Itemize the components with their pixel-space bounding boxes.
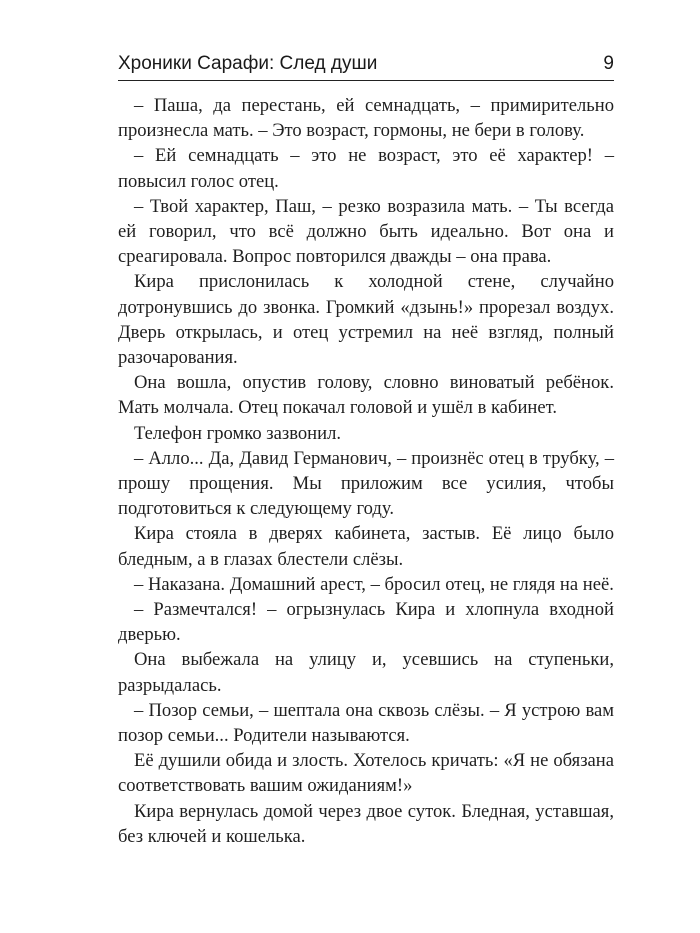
paragraph: – Ей семнадцать – это не возраст, это её характер! – повысил голос отец. <box>118 145 614 192</box>
header-rule <box>118 80 614 81</box>
page-number: 9 <box>603 53 614 74</box>
paragraph: Кира прислонилась к холодной стене, случайно дотронувшись до звонка. Громкий «дзынь!» прорезал воздух. Дверь открылась, и отец устремил на неё взгляд, полный разочарования. <box>118 271 614 369</box>
paragraph: Кира стояла в дверях кабинета, застыв. Её лицо было бледным, а в глазах блестели слёзы. <box>118 523 614 570</box>
paragraph: Она выбежала на улицу и, усевшись на ступеньки, разрыдалась. <box>118 649 614 696</box>
paragraph: Телефон громко зазвонил. <box>134 422 341 444</box>
book-title: Хроники Сарафи: След души <box>118 53 378 74</box>
running-head <box>118 48 614 76</box>
paragraph: Её душили обида и злость. Хотелось кричать: «Я не обязана соответствовать вашим ожиданиям!» <box>118 750 614 797</box>
paragraph: – Паша, да перестань, ей семнадцать, – примирительно произнесла мать. – Это возраст, гормоны, не бери в голову. <box>118 95 614 142</box>
paragraph: – Наказана. Домашний арест, – бросил отец, не глядя на неё. <box>134 573 614 595</box>
paragraph: – Алло... Да, Давид Германович, – произнёс отец в трубку, – прошу прощения. Мы приложим все усилия, чтобы подготовиться к следующему году. <box>118 447 614 520</box>
paragraph: – Позор семьи, – шептала она сквозь слёзы. – Я устрою вам позор семьи... Родители называются. <box>118 699 614 747</box>
paragraph: – Твой характер, Паш, – резко возразила мать. – Ты всегда ей говорил, что всё должно быть идеально. Вот она и среагировала. Вопрос повторился дважды – она права. <box>118 195 614 268</box>
body-text <box>118 93 614 849</box>
paragraph: Кира вернулась домой через двое суток. Бледная, уставшая, без ключей и кошелька. <box>118 800 614 847</box>
paragraph: – Размечтался! – огрызнулась Кира и хлопнула входной дверью. <box>118 599 614 646</box>
paragraph: Она вошла, опустив голову, словно виноватый ребёнок. Мать молчала. Отец покачал головой и ушёл в кабинет. <box>118 372 614 419</box>
